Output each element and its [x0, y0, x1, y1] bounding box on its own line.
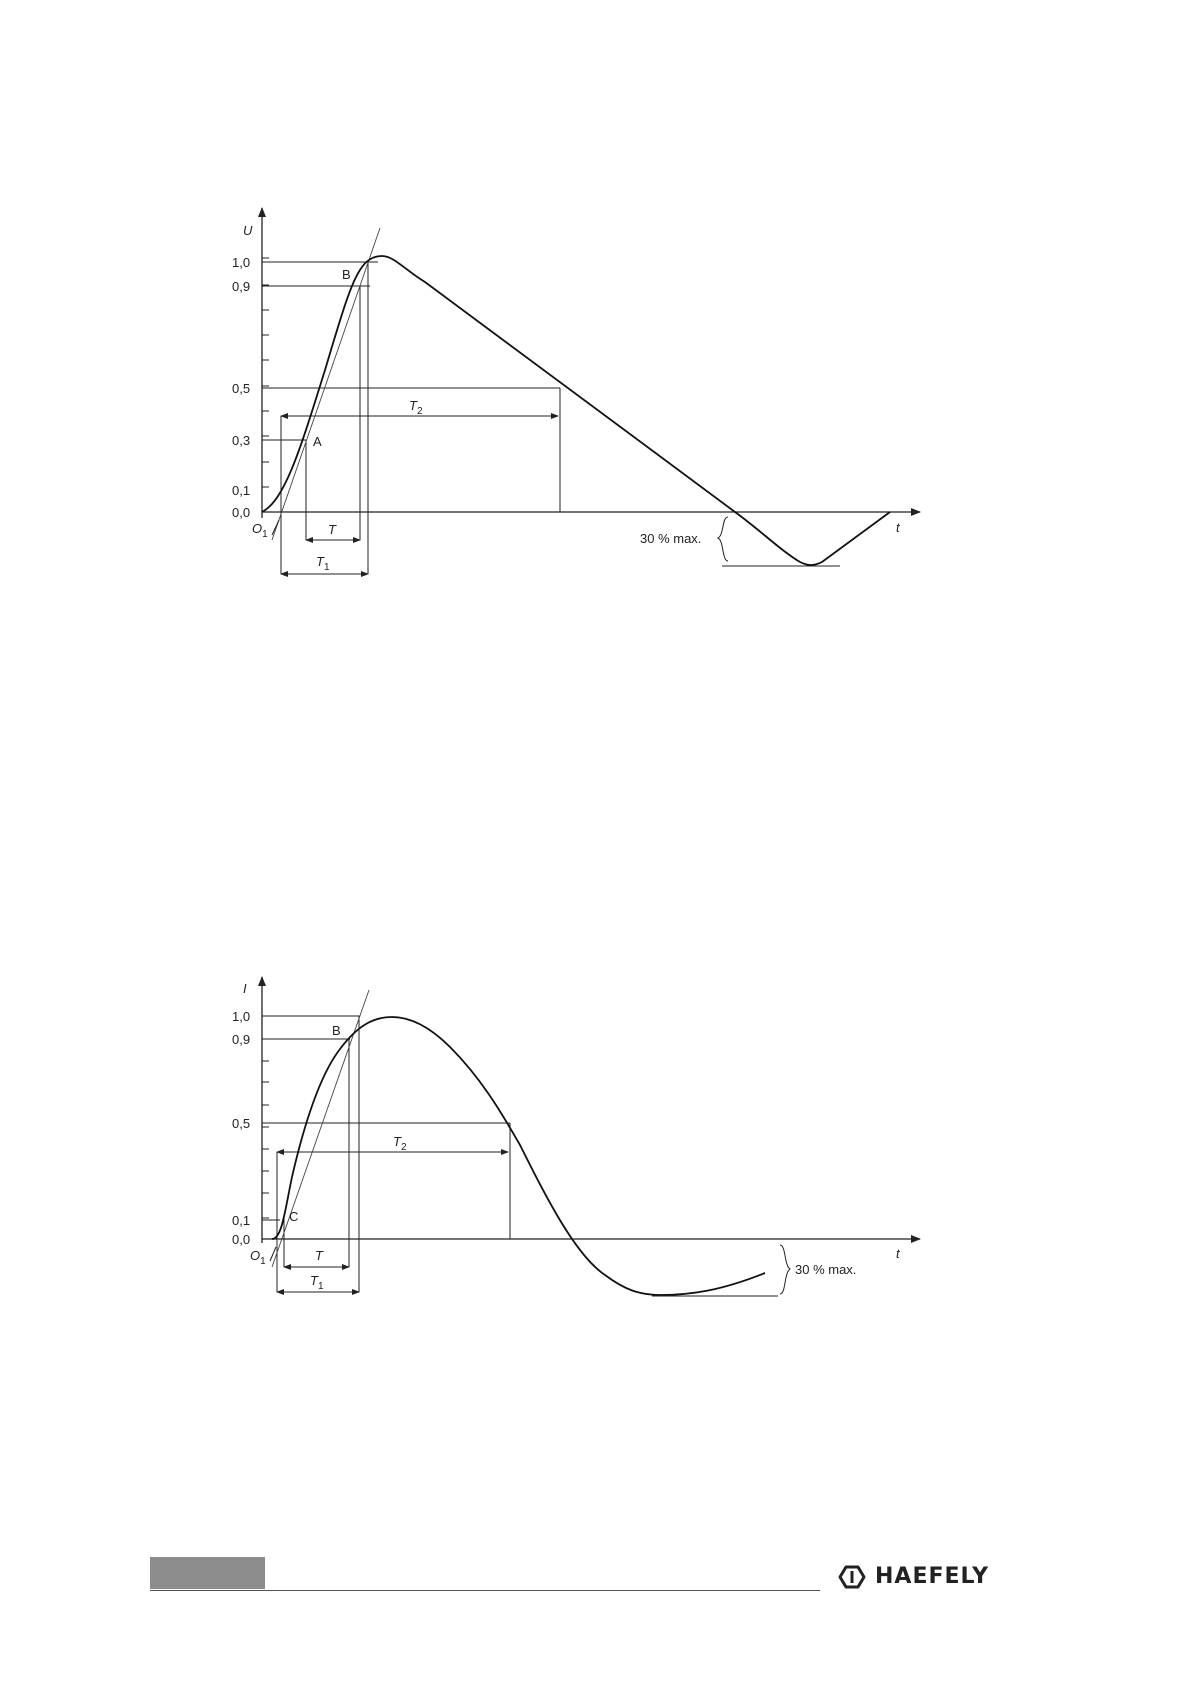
undershoot-note: 30 % max. [640, 531, 702, 546]
origin-pointer [272, 520, 279, 535]
y-tick-0-9: 0,9 [232, 279, 251, 294]
minor-ticks [262, 258, 269, 487]
undershoot-brace [718, 517, 728, 561]
point-b-label: B [342, 267, 351, 282]
virtual-front-line [272, 228, 380, 540]
voltage-impulse-figure [0, 190, 1191, 595]
y-tick-0-1: 0,1 [232, 1213, 251, 1228]
point-a-label: A [313, 434, 322, 449]
x-axis-label: t [896, 1246, 900, 1261]
current-impulse-figure [0, 955, 1191, 1340]
undershoot-brace [780, 1245, 790, 1294]
t-label: T [328, 522, 336, 537]
y-tick-0-0: 0,0 [232, 1232, 251, 1247]
y-tick-0-0: 0,0 [232, 505, 251, 520]
voltage-waveform [262, 256, 890, 565]
undershoot-note: 30 % max. [795, 1262, 857, 1277]
footer-rule [150, 1590, 820, 1591]
current-impulse-diagram [0, 955, 1191, 1335]
t-label: T [315, 1248, 323, 1263]
origin-label: $O_1$ [252, 521, 268, 540]
reference-lines [262, 1016, 510, 1292]
y-tick-0-5: 0,5 [232, 381, 251, 396]
voltage-impulse-diagram [0, 190, 1191, 590]
y-axis-label: U [243, 223, 253, 238]
t1-label: $T_1$ [310, 1273, 324, 1292]
footer-bar [150, 1557, 265, 1589]
t2-label: $T_2$ [409, 398, 423, 417]
point-b-label: B [332, 1023, 341, 1038]
minor-ticks [262, 1061, 269, 1218]
y-tick-0-9: 0,9 [232, 1032, 251, 1047]
haefely-logo [838, 1564, 989, 1589]
x-axis-label: t [896, 520, 900, 535]
current-waveform [272, 1017, 765, 1295]
y-tick-0-3: 0,3 [232, 433, 251, 448]
haefely-logo-text: HAEFELY [875, 1564, 990, 1589]
y-tick-1-0: 1,0 [232, 255, 251, 270]
haefely-logo-icon [838, 1565, 866, 1589]
t1-label: $T_1$ [316, 554, 330, 573]
origin-label: $O_1$ [250, 1248, 266, 1267]
y-tick-0-1: 0,1 [232, 483, 251, 498]
point-c-label: C [289, 1209, 299, 1224]
t2-label: $T_2$ [393, 1134, 407, 1153]
y-tick-0-5: 0,5 [232, 1116, 251, 1131]
y-axis-label: I [243, 981, 247, 996]
y-tick-1-0: 1,0 [232, 1009, 251, 1024]
reference-lines [262, 262, 560, 574]
